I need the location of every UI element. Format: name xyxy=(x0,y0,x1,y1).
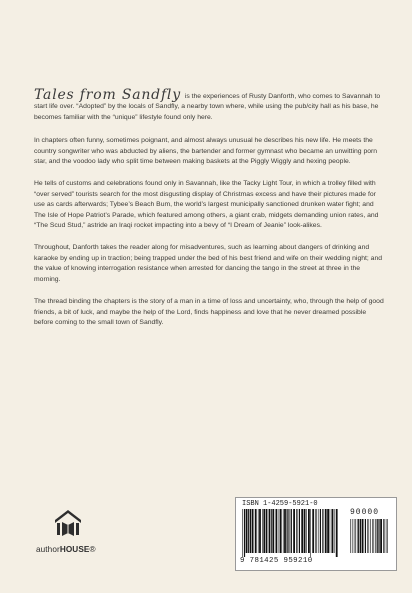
barcode-bar xyxy=(301,509,303,553)
barcode-bar xyxy=(386,519,387,553)
barcode-bar xyxy=(336,509,338,557)
isbn-barcode xyxy=(235,497,397,571)
barcode-bar xyxy=(325,509,327,553)
barcode-bar xyxy=(374,519,375,553)
price-addon-code: 90000 xyxy=(350,508,380,517)
publisher-name-prefix: author xyxy=(36,545,60,554)
isbn-label: ISBN 1-4259-5921-0 xyxy=(242,500,318,508)
barcode-bar xyxy=(375,519,376,553)
barcode-bar xyxy=(276,509,278,553)
blurb-paragraph-3: He tells of customs and celebrations found only in Savannah, like the Tacky Light Tour, in which a trolley filled with “over served” tourists search for the most disgusting display of Christmas excess and have their pictures made for use as cards afterwards; Tybee’s Beach Bum, the world’s largest municipally sanctioned drunken water fight; and The Isle of Hope Patriot’s Parade, which featured among others, a giant crab, midgets demanding union rates, and “The Scud Stud,” astride an Iraqi rocket impacting into a bevy of “I Dream of Jeanie” look-alikes. xyxy=(34,180,379,230)
barcode-bar xyxy=(263,509,265,553)
barcode-bar xyxy=(378,519,379,553)
blurb-paragraph-2: In chapters often funny, sometimes poignant, and almost always unusual he describes his new life. He meets the country songwriter who was abducted by aliens, the bartender and former gymnast who became an unwitting porn star, and the voodoo lady who split time between making baskets at the Piggly Wiggly and hexing people. xyxy=(34,137,378,166)
barcode-bar xyxy=(354,519,355,553)
ean-barcode-bars xyxy=(242,509,338,557)
barcode-bar xyxy=(280,509,282,553)
barcode-bar xyxy=(248,509,249,553)
publisher-name-bold: HOUSE xyxy=(59,545,90,554)
barcode-bar xyxy=(279,509,280,553)
barcode-bar xyxy=(367,519,368,553)
blurb-paragraph-1 xyxy=(34,87,384,123)
barcode-bar xyxy=(312,509,314,553)
blurb-paragraph-5: The thread binding the chapters is the story of a man in a time of loss and uncertainty, who, through the help of good friends, a bit of luck, and maybe the help of the Lord, finds happiness and love that he never dreamed possible before coming to the small town of Sandfly. xyxy=(34,298,384,326)
ean-digits: 9 781425 959210 xyxy=(240,557,313,565)
barcode-bar xyxy=(369,519,370,553)
barcode-bar xyxy=(290,509,291,553)
barcode-bar xyxy=(246,509,248,553)
book-title: Tales from Sandfly xyxy=(34,87,181,103)
barcode-bar xyxy=(332,509,334,553)
barcode-bar xyxy=(268,509,269,553)
barcode-bar xyxy=(330,509,331,553)
barcode-bar xyxy=(296,509,297,553)
barcode-bar xyxy=(283,509,284,553)
barcode-bar xyxy=(334,509,335,553)
barcode-bar xyxy=(258,509,259,553)
barcode-bar xyxy=(306,509,307,553)
barcode-bar xyxy=(358,519,359,553)
barcode-bar xyxy=(271,509,272,553)
barcode-bar xyxy=(380,519,382,553)
barcode-bar xyxy=(255,509,257,553)
barcode-bar xyxy=(304,509,306,553)
barcode-bar xyxy=(350,519,351,553)
registered-mark: ® xyxy=(89,545,96,554)
barcode-bar xyxy=(365,519,366,553)
publisher-name xyxy=(36,545,96,554)
barcode-bar xyxy=(244,509,245,557)
blurb-paragraph-4: Throughout, Danforth takes the reader along for misadventures, such as learning about dangers of drinking and karaoke by ending up in traction; being trapped under the bed of his best friend and wife on their wedding night; and the value of knowing interrogation resistance when arrested for dancing the tango in the street at three in the morning. xyxy=(34,244,383,283)
barcode-bar xyxy=(259,509,261,553)
barcode-bar xyxy=(372,519,373,553)
barcode-bar xyxy=(327,509,329,553)
barcode-bar xyxy=(250,509,251,553)
barcode-bar xyxy=(308,509,310,553)
back-cover-blurb xyxy=(34,87,384,340)
barcode-bar xyxy=(377,519,378,553)
addon-barcode-bars xyxy=(350,519,388,557)
barcode-bar xyxy=(370,519,371,553)
barcode-bar xyxy=(262,509,263,553)
barcode-bar xyxy=(272,509,274,553)
barcode-bar xyxy=(287,509,288,553)
barcode-bar xyxy=(322,509,323,553)
barcode-bar xyxy=(269,509,270,553)
barcode-bar xyxy=(320,509,321,553)
barcode-bar xyxy=(315,509,316,553)
barcode-bar xyxy=(357,519,358,553)
barcode-bar xyxy=(242,509,243,557)
publisher-logo xyxy=(36,508,116,578)
barcode-bar xyxy=(252,509,254,553)
barcode-bar xyxy=(284,509,286,553)
barcode-bar xyxy=(299,509,300,553)
barcode-bar xyxy=(362,519,364,553)
house-book-icon xyxy=(54,508,82,538)
barcode-bar xyxy=(293,509,295,553)
barcode-bar xyxy=(352,519,353,553)
barcode-bar xyxy=(355,519,356,553)
barcode-bar xyxy=(288,509,289,553)
barcode-bar xyxy=(310,509,311,557)
barcode-bar xyxy=(318,509,319,553)
barcode-bar xyxy=(383,519,384,553)
blurb-paragraph-1-text: is the experiences of Rusty Danforth, who comes to Savannah to start life over. “Adopted” by the locals of Sandfly, a nearby town where, while using the pub/city hall as his base, he becomes familiar with the “unique” lifestyle found only here. xyxy=(34,93,381,121)
barcode-bar xyxy=(387,519,388,553)
barcode-bar xyxy=(360,519,361,553)
barcode-bar xyxy=(291,509,292,553)
barcode-bar xyxy=(266,509,267,553)
